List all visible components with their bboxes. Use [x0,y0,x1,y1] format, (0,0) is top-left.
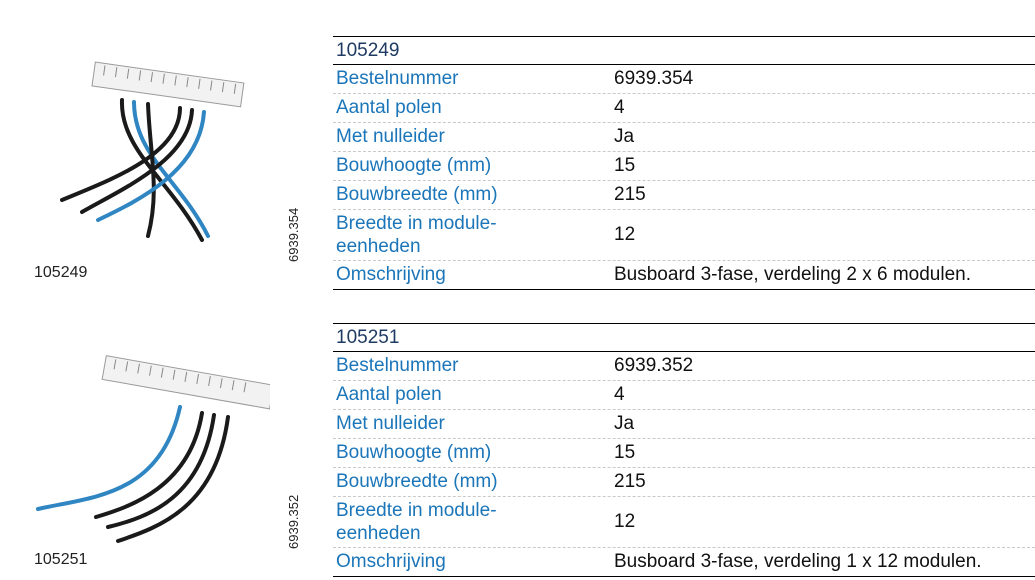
side-order-code: 6939.354 [286,207,301,262]
spec-table-header: 105249 [333,37,1035,65]
spec-label: Met nulleider [336,413,445,434]
spec-label-line: Breedte in module- [336,500,497,521]
busboard-image [30,347,270,557]
spec-label-line: eenheden [336,236,421,257]
spec-row-aantal-polen [333,94,1035,123]
spec-label-line: eenheden [336,523,421,544]
spec-label: Bouwbreedte (mm) [336,471,498,492]
spec-value: 6939.354 [614,68,694,89]
spec-row-bestelnummer [333,65,1035,94]
spec-row-bestelnummer [333,352,1035,381]
spec-value: Ja [614,126,635,147]
spec-table-header: 105251 [333,324,1035,352]
spec-row-aantal-polen [333,381,1035,410]
spec-label: Aantal polen [336,384,442,405]
spec-row-met-nulleider [333,123,1035,152]
spec-label: Bestelnummer [336,68,459,89]
spec-label [333,497,608,547]
spec-label: Bestelnummer [336,355,459,376]
spec-label: Bouwhoogte (mm) [336,155,492,176]
spec-row-bouwbreedte [333,468,1035,497]
spec-value: Busboard 3-fase, verdeling 1 x 12 modulen. [614,551,982,572]
spec-row-met-nulleider [333,410,1035,439]
product-block-105251 [0,287,1035,577]
spec-row-bouwhoogte [333,439,1035,468]
image-code: 105249 [34,264,88,281]
spec-row-omschrijving [333,548,1035,577]
spec-label [333,210,608,260]
spec-label-line: Breedte in module- [336,213,497,234]
spec-value: 215 [614,471,646,492]
spec-value: 6939.352 [614,355,694,376]
side-order-code: 6939.352 [286,494,301,549]
spec-value: 15 [614,155,636,176]
spec-table [333,36,1035,290]
spec-label: Omschrijving [336,551,446,572]
spec-value: Ja [614,413,635,434]
spec-label: Aantal polen [336,97,442,118]
spec-row-bouwhoogte [333,152,1035,181]
spec-row-breedte-moduleeenheden [333,497,1035,548]
spec-label: Bouwhoogte (mm) [336,442,492,463]
image-code: 105251 [34,551,88,568]
spec-label: Bouwbreedte (mm) [336,184,498,205]
spec-row-omschrijving [333,261,1035,290]
spec-row-bouwbreedte [333,181,1035,210]
spec-label: Omschrijving [336,264,446,285]
busboard-image [30,60,270,270]
spec-value: 215 [614,184,646,205]
spec-value: 12 [614,224,636,245]
spec-table [333,323,1035,577]
spec-value: 12 [614,511,636,532]
spec-label: Met nulleider [336,126,445,147]
busboard-illustration [30,347,270,557]
spec-value: 4 [614,97,625,118]
busboard-illustration [30,60,270,270]
spec-row-breedte-moduleeenheden [333,210,1035,261]
spec-value: 4 [614,384,625,405]
spec-value: Busboard 3-fase, verdeling 2 x 6 modulen. [614,264,971,285]
spec-value: 15 [614,442,636,463]
